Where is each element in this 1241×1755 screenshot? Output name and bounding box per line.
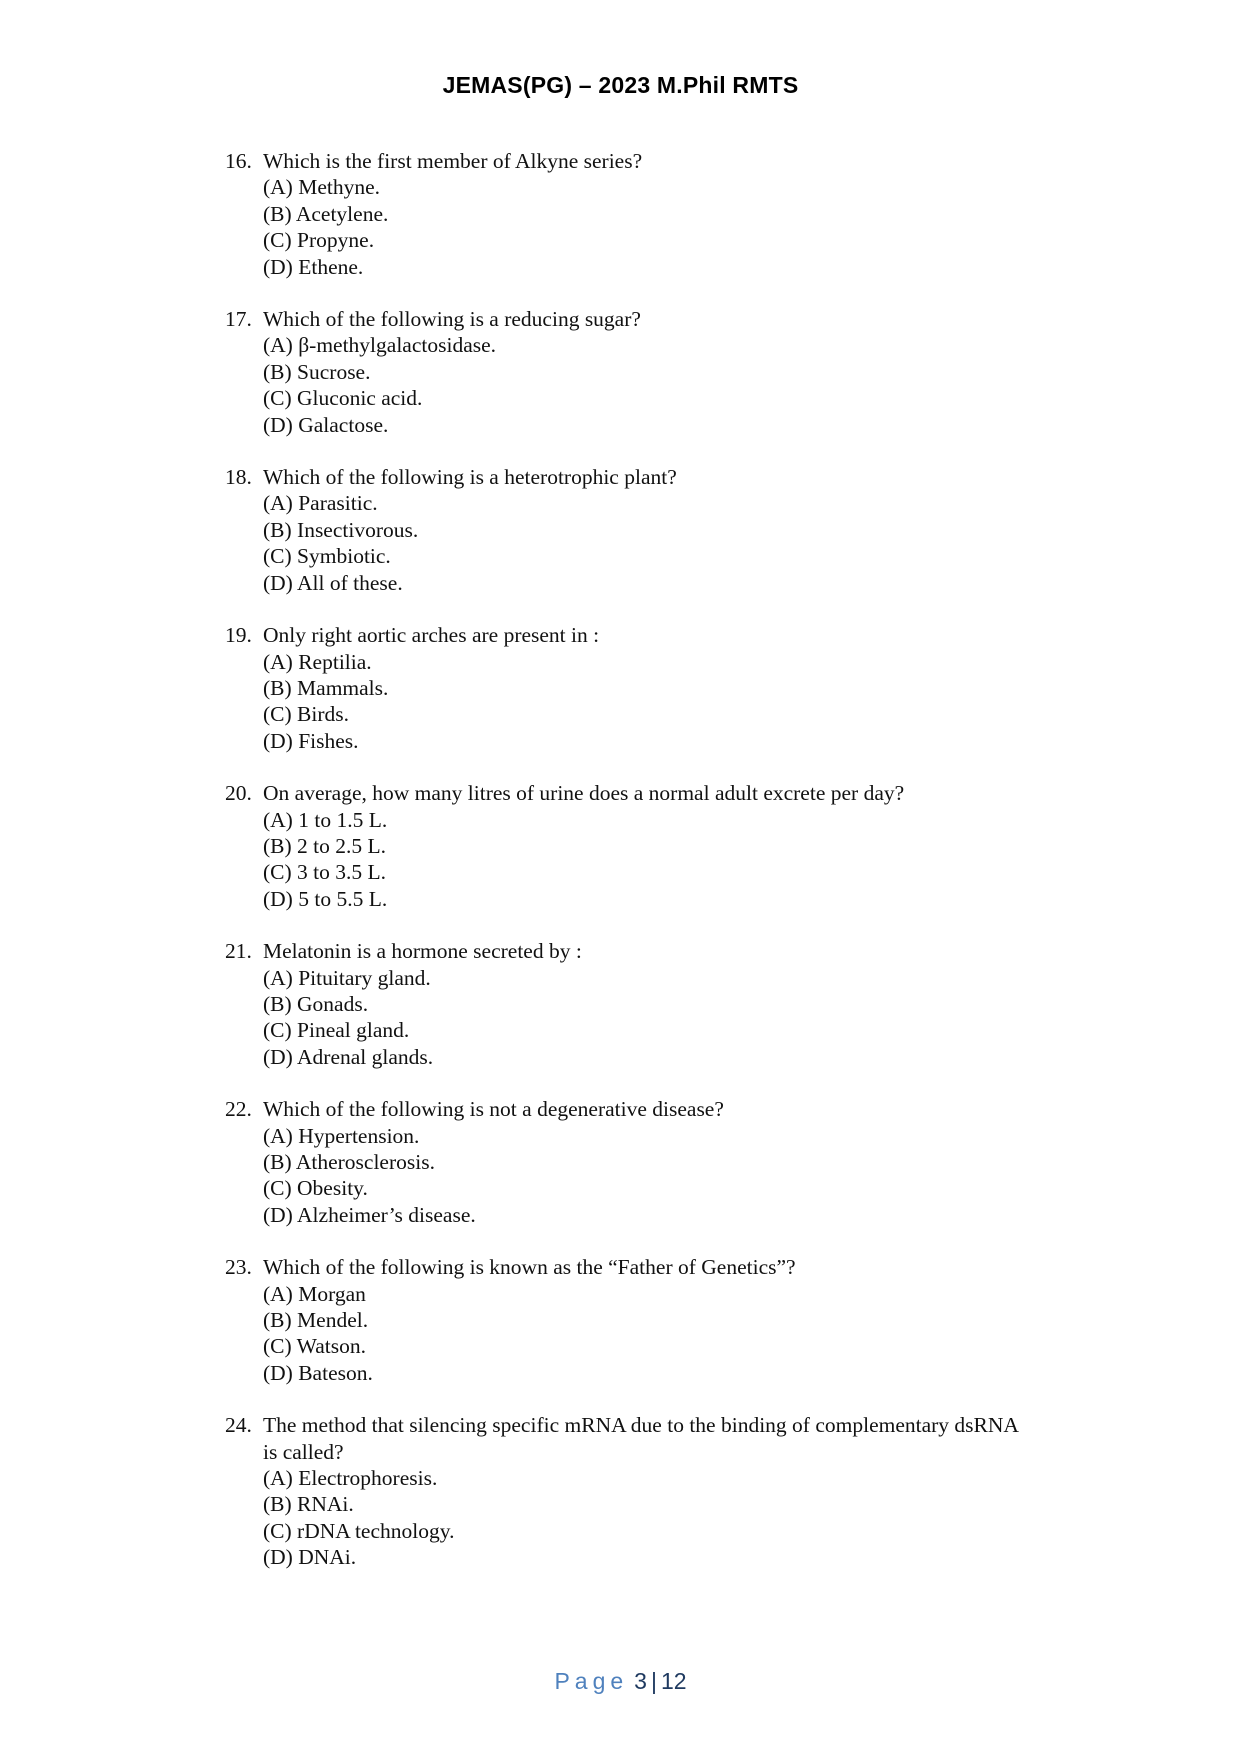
option-b: (B) Mammals. (263, 675, 389, 700)
page-footer (0, 1668, 1241, 1695)
option-d: (D) Alzheimer’s disease. (263, 1202, 476, 1227)
option-list (263, 174, 1025, 280)
question-20 (225, 780, 1025, 912)
question-24 (225, 1412, 1025, 1570)
question-number: 23. (225, 1255, 252, 1280)
option-c: (C) rDNA technology. (263, 1518, 455, 1543)
option-b: (B) Acetylene. (263, 201, 389, 226)
question-number: 16. (225, 149, 252, 173)
question-number: 24. (225, 1413, 252, 1438)
question-text: The method that silencing specific mRNA due to the binding of complementary dsRNA is called? (263, 1413, 1024, 1464)
question-text: Which of the following is known as the “Father of Genetics”? (263, 1255, 796, 1280)
option-b: (B) RNAi. (263, 1492, 354, 1517)
option-b: (B) Atherosclerosis. (263, 1150, 435, 1174)
option-a: (A) 1 to 1.5 L. (263, 807, 388, 832)
option-d: (D) Fishes. (263, 728, 359, 753)
option-a: (A) Reptilia. (263, 649, 372, 674)
option-d: (D) Ethene. (263, 254, 364, 279)
question-19 (225, 622, 1025, 754)
option-c: (C) Obesity. (263, 1176, 368, 1201)
question-number: 19. (225, 623, 252, 648)
total-pages-number: 12 (660, 1668, 687, 1694)
page-header-title: JEMAS(PG) – 2023 M.Phil RMTS (442, 72, 799, 98)
option-b: (B) Insectivorous. (263, 517, 419, 542)
question-number: 20. (225, 781, 252, 806)
option-d: (D) DNAi. (263, 1545, 357, 1570)
option-list (263, 649, 1025, 755)
option-c: (C) Birds. (263, 702, 349, 727)
option-a: (A) Morgan (263, 1281, 366, 1306)
option-list (263, 332, 1025, 438)
question-text: Which of the following is not a degenerative disease? (263, 1097, 724, 1122)
option-b: (B) Sucrose. (263, 359, 371, 384)
page-separator: | (650, 1668, 657, 1694)
current-page-number: 3 (634, 1668, 647, 1694)
option-d: (D) All of these. (263, 570, 403, 595)
option-a: (A) β-methylgalactosidase. (263, 333, 497, 358)
question-21 (225, 938, 1025, 1070)
option-d: (D) 5 to 5.5 L. (263, 886, 388, 911)
option-c: (C) Gluconic acid. (263, 386, 423, 411)
page-label: Page (554, 1668, 629, 1694)
question-text: Only right aortic arches are present in : (263, 623, 600, 648)
option-d: (D) Bateson. (263, 1360, 373, 1385)
option-c: (C) Symbiotic. (263, 544, 391, 569)
option-list (263, 965, 1025, 1071)
option-b: (B) Mendel. (263, 1308, 369, 1333)
question-22 (225, 1096, 1025, 1228)
option-b: (B) Gonads. (263, 991, 369, 1016)
option-c: (C) 3 to 3.5 L. (263, 860, 387, 885)
option-a: (A) Hypertension. (263, 1123, 420, 1148)
option-list (263, 1465, 1025, 1571)
option-b: (B) 2 to 2.5 L. (263, 833, 387, 858)
question-number: 22. (225, 1097, 252, 1122)
option-list (263, 490, 1025, 596)
option-list (263, 807, 1025, 913)
question-16 (225, 148, 1025, 280)
question-number: 18. (225, 465, 252, 490)
option-a: (A) Electrophoresis. (263, 1466, 438, 1491)
option-a: (A) Pituitary gland. (263, 965, 431, 990)
question-text: Melatonin is a hormone secreted by : (263, 939, 582, 964)
question-17 (225, 306, 1025, 438)
question-number: 17. (225, 307, 252, 332)
question-text: Which of the following is a heterotrophic plant? (263, 465, 677, 490)
question-text: Which is the first member of Alkyne series? (263, 149, 643, 173)
question-list (225, 148, 1025, 1597)
option-c: (C) Watson. (263, 1334, 366, 1359)
option-d: (D) Adrenal glands. (263, 1044, 434, 1069)
option-a: (A) Methyne. (263, 175, 381, 200)
option-c: (C) Pineal gland. (263, 1018, 410, 1043)
question-text: On average, how many litres of urine does a normal adult excrete per day? (263, 781, 905, 806)
question-23 (225, 1254, 1025, 1386)
option-d: (D) Galactose. (263, 412, 389, 437)
option-list (263, 1123, 1025, 1229)
option-list (263, 1281, 1025, 1387)
question-18 (225, 464, 1025, 596)
option-c: (C) Propyne. (263, 228, 375, 253)
option-a: (A) Parasitic. (263, 491, 378, 516)
question-text: Which of the following is a reducing sugar? (263, 307, 641, 332)
question-number: 21. (225, 939, 252, 964)
